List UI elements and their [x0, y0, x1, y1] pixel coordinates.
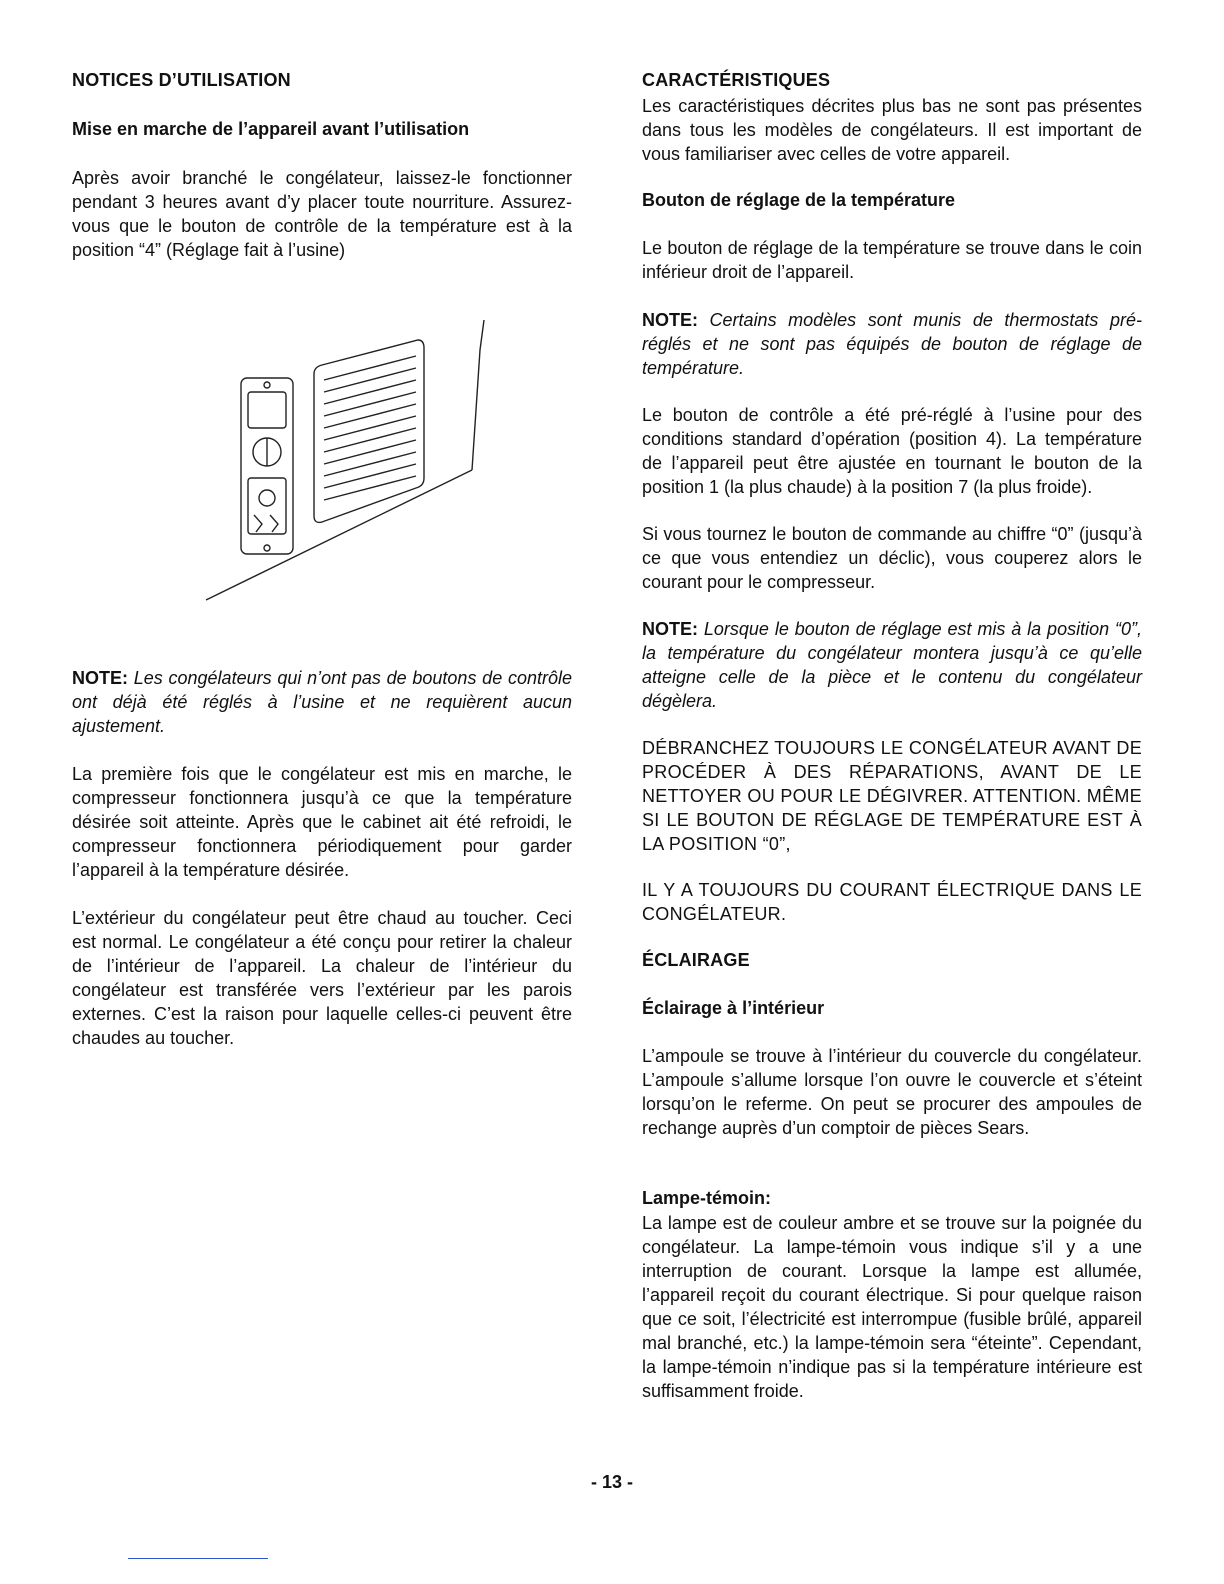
paragraph-interior-light: L’ampoule se trouve à l’intérieur du couvercle du congélateur. L’ampoule s’allume lorsque l’on ouvre le couvercle et s’éteint lorsqu’on le referme. On peut se procurer des ampoules de rechange auprès d’un comptoir de pièces Sears.: [642, 1046, 1142, 1138]
note-text: Certains modèles sont munis de thermostats pré-réglés et ne sont pas équipés de bouton de réglage de température.: [642, 310, 1142, 378]
warning-unplug: DÉBRANCHEZ TOUJOURS LE CONGÉLATEUR AVANT DE PROCÉDER À DES RÉPARATIONS, AVANT DE LE NETTOYER OU POUR LE DÉGIVRER. ATTENTION. MÊME SI LE BOUTON DE RÉGLAGE DE TEMPÉRATURE EST À LA POSITION “0”,: [642, 738, 1142, 854]
section-heading-lighting: ÉCLAIRAGE: [642, 950, 750, 970]
footer-rule: [128, 1558, 268, 1559]
subheading-temp-knob: Bouton de réglage de la température: [642, 190, 956, 210]
subheading-indicator-lamp: Lampe-témoin:: [642, 1188, 772, 1208]
paragraph-knob-location: Le bouton de réglage de la température se trouve dans le coin inférieur droit de l’appareil.: [642, 238, 1142, 282]
note-preset-thermostats: [642, 308, 1142, 380]
note-text: Les congélateurs qui n’ont pas de boutons de contrôle ont déjà été réglés à l’usine et ne requièrent aucun ajustement.: [72, 668, 572, 736]
note-label: NOTE:: [72, 668, 128, 688]
paragraph-knob-zero: Si vous tournez le bouton de commande au chiffre “0” (jusqu’à ce que vous entendiez un déclic), vous couperez alors le courant pour le compresseur.: [642, 524, 1142, 592]
note-label: NOTE:: [642, 310, 698, 330]
note-label: NOTE:: [642, 619, 698, 639]
subheading-startup: Mise en marche de l’appareil avant l’utilisation: [72, 119, 470, 139]
warning-current: IL Y A TOUJOURS DU COURANT ÉLECTRIQUE DANS LE CONGÉLATEUR.: [642, 880, 1142, 924]
note-no-controls: [72, 666, 572, 738]
section-heading-features: CARACTÉRISTIQUES: [642, 70, 831, 90]
control-panel-illustration: [196, 310, 496, 610]
paragraph-startup: Après avoir branché le congélateur, laissez-le fonctionner pendant 3 heures avant d’y placer toute nourriture. Assurez-vous que le bouton de contrôle de la température est à la position “4” (Réglage fait à l’usine): [72, 168, 572, 260]
subheading-interior-light: Éclairage à l’intérieur: [642, 998, 825, 1018]
note-text: Lorsque le bouton de réglage est mis à la position “0”, la température du congélateur montera jusqu’à ce qu’elle atteigne celle de la pièce et le contenu du congélateur dégèlera.: [642, 619, 1142, 711]
paragraph-exterior-warm: L’extérieur du congélateur peut être chaud au toucher. Ceci est normal. Le congélateur a été conçu pour retirer la chaleur de l’intérieur de l’appareil. La chaleur de l’intérieur du congélateur est transférée vers l’extérieur par les parois externes. C’est la raison pour laquelle celles-ci peuvent être chaudes au toucher.: [72, 908, 572, 1048]
page-number: - 13 -: [590, 1472, 633, 1492]
paragraph-indicator-lamp: La lampe est de couleur ambre et se trouve sur la poignée du congélateur. La lampe-témoin vous indique s’il y a une interruption de courant. Lorsque la lampe est allumée, l’appareil reçoit du courant électrique. Si pour quelque raison que ce soit, l’électricité est interrompue (fusible brûlé, appareil mal branché, etc.) la lampe-témoin sera “éteinte”. Cependant, la lampe-témoin n’indique pas si la température intérieure est suffisamment froide.: [642, 1213, 1142, 1401]
paragraph-compressor: La première fois que le congélateur est mis en marche, le compresseur fonctionnera jusqu’à ce que la température désirée soit atteinte. Après que le cabinet ait été refroidi, le compresseur fonctionnera périodiquement pour garder l’appareil à la température désirée.: [72, 764, 572, 880]
section-heading-usage: NOTICES D’UTILISATION: [72, 70, 291, 90]
paragraph-knob-adjust: Le bouton de contrôle a été pré-réglé à l’usine pour des conditions standard d’opération (position 4). La température de l’appareil peut être ajustée en tournant le bouton de la position 1 (la plus chaude) à la position 7 (la plus froide).: [642, 405, 1142, 497]
note-zero-position: [642, 617, 1142, 713]
paragraph-features-intro: Les caractéristiques décrites plus bas ne sont pas présentes dans tous les modèles de congélateurs. Il est important de vous familiariser avec celles de votre appareil.: [642, 96, 1142, 164]
